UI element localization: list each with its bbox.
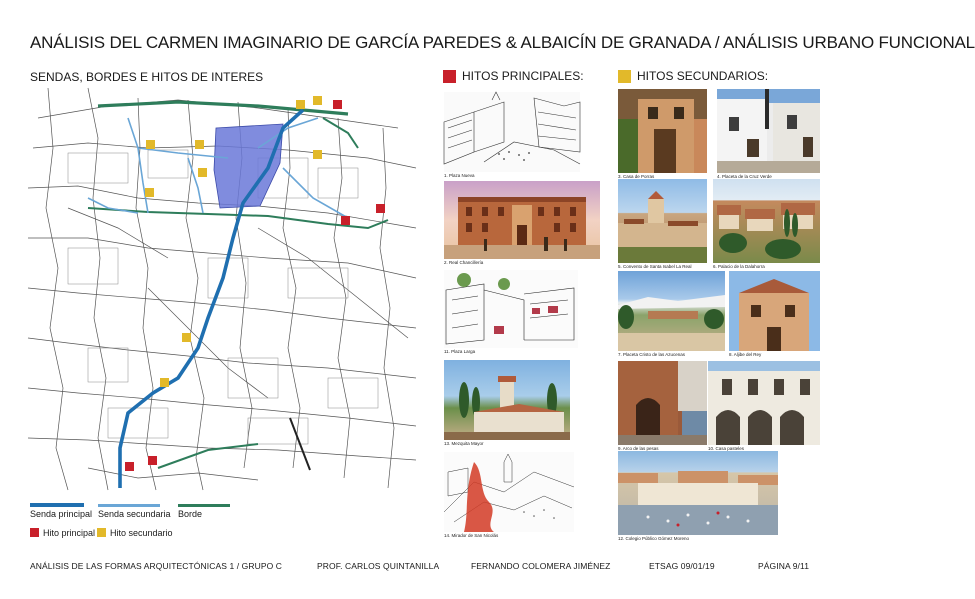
photo-arch-icon <box>618 361 707 445</box>
legend-hito-secundario-label: Hito secundario <box>110 528 173 538</box>
caption-5: 5. Convento de Santa Isabel La Real <box>618 264 692 269</box>
sketch-street-icon <box>444 270 578 348</box>
legend-senda-secundaria-swatch <box>98 504 160 507</box>
caption-14: 14. Mirador de San Nicolás <box>444 533 499 538</box>
legend-senda-secundaria-label: Senda secundaria <box>98 509 171 519</box>
secundario-card-9 <box>618 361 707 451</box>
caption-8: 8. Aljibe del Rey <box>729 352 762 357</box>
secundario-card-6 <box>713 179 820 269</box>
photo-mosque-icon <box>444 360 570 440</box>
caption-4: 4. Placeta de la Cruz Verde <box>717 174 772 179</box>
photo-aljibe-icon <box>729 271 820 351</box>
principal-card-14 <box>444 452 574 538</box>
footer-author: FERNANDO COLOMERA JIMÉNEZ <box>471 561 611 571</box>
footer-page: PÁGINA 9/11 <box>758 561 810 571</box>
secundario-header-text: HITOS SECUNDARIOS: <box>637 69 769 83</box>
principal-swatch <box>443 70 456 83</box>
photo-rooftops-icon <box>713 179 820 263</box>
photo-white-street-icon <box>717 89 820 173</box>
secundario-swatch <box>618 70 631 83</box>
principal-card-2 <box>444 181 600 265</box>
caption-7: 7. Placeta Cristo de las Azucenas <box>618 352 686 357</box>
photo-house-icon <box>618 89 707 173</box>
footer-course: ANÁLISIS DE LAS FORMAS ARQUITECTÓNICAS 1 / GRUPO C <box>30 561 283 571</box>
secundario-card-8 <box>729 271 820 357</box>
secundario-card-10 <box>708 361 820 451</box>
caption-9: 9. Arco de las pesas <box>618 446 659 451</box>
principal-card-13 <box>444 360 570 446</box>
map-legend <box>30 503 430 543</box>
principal-card-11 <box>444 270 578 354</box>
urban-map <box>28 88 416 490</box>
photo-arcade-icon <box>708 361 820 445</box>
sketch-viewpoint-icon <box>444 452 574 532</box>
caption-10: 10. Casa pasteles <box>708 446 745 451</box>
secundario-card-5 <box>618 179 707 269</box>
secundario-card-4 <box>717 89 820 179</box>
legend-borde-label: Borde <box>178 509 203 519</box>
legend-hito-secundario-swatch <box>97 528 106 537</box>
footer-professor: PROF. CARLOS QUINTANILLA <box>317 561 440 571</box>
principal-header-text: HITOS PRINCIPALES: <box>462 69 584 83</box>
principal-header <box>443 69 584 83</box>
legend-senda-principal-label: Senda principal <box>30 509 93 519</box>
map-svg <box>28 88 416 490</box>
caption-13: 13. Mezquita Mayor <box>444 441 484 446</box>
sketch-plaza-icon <box>444 92 580 172</box>
legend-hito-principal-label: Hito principal <box>43 528 96 538</box>
legend-borde-swatch <box>178 504 230 507</box>
caption-3: 3. Casa de Porras <box>618 174 655 179</box>
legend-senda-principal-swatch <box>30 503 84 507</box>
photo-convent-icon <box>618 179 707 263</box>
caption-1: 1. Plaza Nueva <box>444 173 475 178</box>
legend-hito-principal-swatch <box>30 528 39 537</box>
sheet-title: ANÁLISIS DEL CARMEN IMAGINARIO DE GARCÍA PAREDES & ALBAICÍN DE GRANADA / ANÁLISIS URBANO FUNCIONAL <box>30 33 975 52</box>
secundario-card-12 <box>618 451 778 541</box>
caption-11: 11. Plaza Larga <box>444 349 476 354</box>
caption-2: 2. Real Chancillería <box>444 260 484 265</box>
secundario-card-7 <box>618 271 725 357</box>
photo-alhambra-icon <box>618 271 725 351</box>
caption-6: 6. Palacio de la Dalahorra <box>713 264 765 269</box>
map-subtitle: SENDAS, BORDES E HITOS DE INTERES <box>30 70 264 84</box>
secundario-card-3 <box>618 89 707 179</box>
principal-card-1 <box>444 92 580 178</box>
caption-12: 12. Colegio Público Gómez Moreno <box>618 536 690 541</box>
secundario-header <box>618 69 768 83</box>
photo-palace-icon <box>444 181 600 259</box>
footer-date: ETSAG 09/01/19 <box>649 561 715 571</box>
photo-school-icon <box>618 451 778 535</box>
